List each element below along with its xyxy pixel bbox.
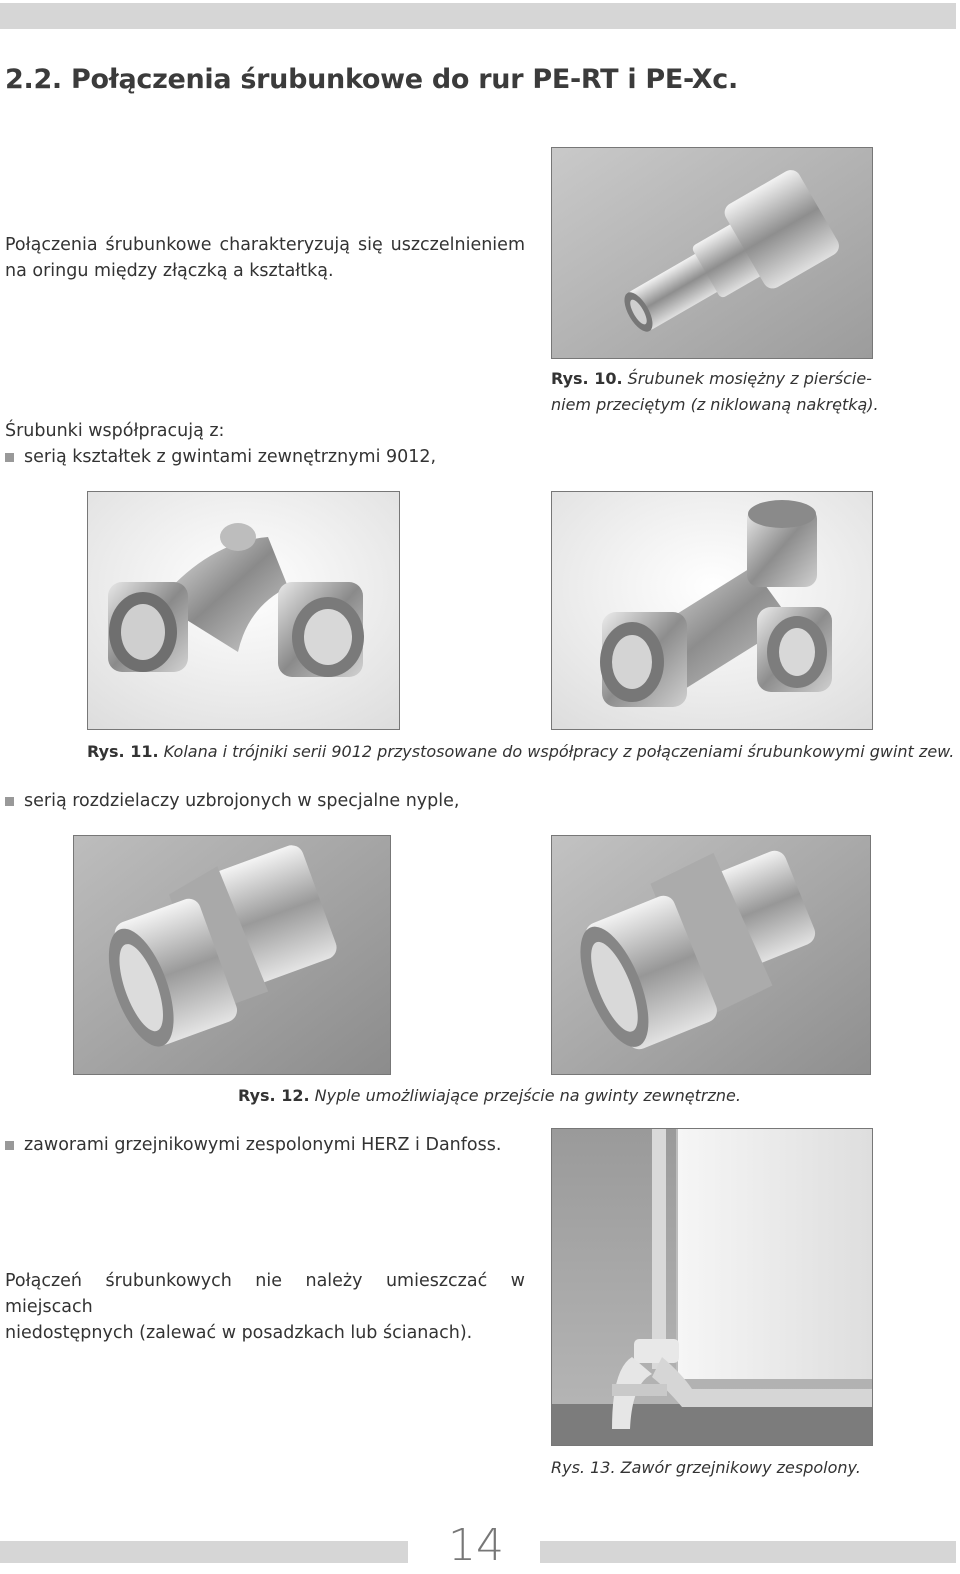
caption-rys12-label: Rys. 12. <box>238 1086 310 1105</box>
bullet-item-2-text: serią rozdzielaczy uzbrojonych w specjalne nyple, <box>24 791 460 811</box>
note-line-1: Połączeń śrubunkowych nie należy umieszczać w miejscach <box>5 1271 525 1317</box>
caption-rys12-text: Nyple umożliwiające przejście na gwinty zewnętrzne. <box>309 1086 741 1105</box>
caption-rys12 <box>238 1083 741 1109</box>
bullet-square-icon <box>5 1141 14 1150</box>
intro-paragraph <box>5 232 525 284</box>
header-bar <box>0 3 956 29</box>
caption-rys13: Rys. 13. Zawór grzejnikowy zespolony. <box>551 1458 861 1477</box>
footer-bar-left <box>0 1541 408 1563</box>
bullet-square-icon <box>5 453 14 462</box>
photo-nipple-2 <box>551 835 871 1075</box>
bullet-item-1-text: serią kształtek z gwintami zewnętrznymi 9012, <box>24 447 437 467</box>
caption-rys11 <box>87 739 954 765</box>
note-line-2: niedostępnych (zalewać w posadzkach lub ścianach). <box>5 1323 473 1343</box>
bullet-item-1 <box>5 447 436 467</box>
bullet-square-icon <box>5 797 14 806</box>
intro-line-1: Połączenia śrubunkowe charakteryzują się uszczelnieniem <box>5 235 525 255</box>
bullet-item-2 <box>5 791 459 811</box>
caption-rys11-label: Rys. 11. <box>87 742 159 761</box>
caption-rys10-line-1: Śrubunek mosiężny z pierście- <box>622 369 872 388</box>
footer-bar-right <box>540 1541 956 1563</box>
bullet-item-3-text: zaworami grzejnikowymi zespolonymi HERZ i Danfoss. <box>24 1135 502 1155</box>
photo-elbow-fitting <box>87 491 400 730</box>
section-heading: 2.2. Połączenia śrubunkowe do rur PE-RT i PE-Xc. <box>5 64 738 95</box>
works-with-label: Śrubunki współpracują z: <box>5 421 225 441</box>
caption-rys10-line-2: niem przeciętym (z niklowaną nakrętką). <box>551 395 879 414</box>
photo-radiator-valve <box>551 1128 873 1446</box>
note-paragraph <box>5 1268 525 1346</box>
caption-rys11-text: Kolana i trójniki serii 9012 przystosowane do współpracy z połączeniami śrubunkowymi gwint zew. <box>158 742 955 761</box>
photo-tee-fitting <box>551 491 873 730</box>
photo-nipple-1 <box>73 835 391 1075</box>
intro-line-2: na oringu między złączką a kształtką. <box>5 261 334 281</box>
caption-rys10 <box>551 366 879 418</box>
photo-compression-fitting <box>551 147 873 359</box>
page-number: 14 <box>448 1520 504 1571</box>
caption-rys10-label: Rys. 10. <box>551 369 623 388</box>
bullet-item-3 <box>5 1135 501 1155</box>
